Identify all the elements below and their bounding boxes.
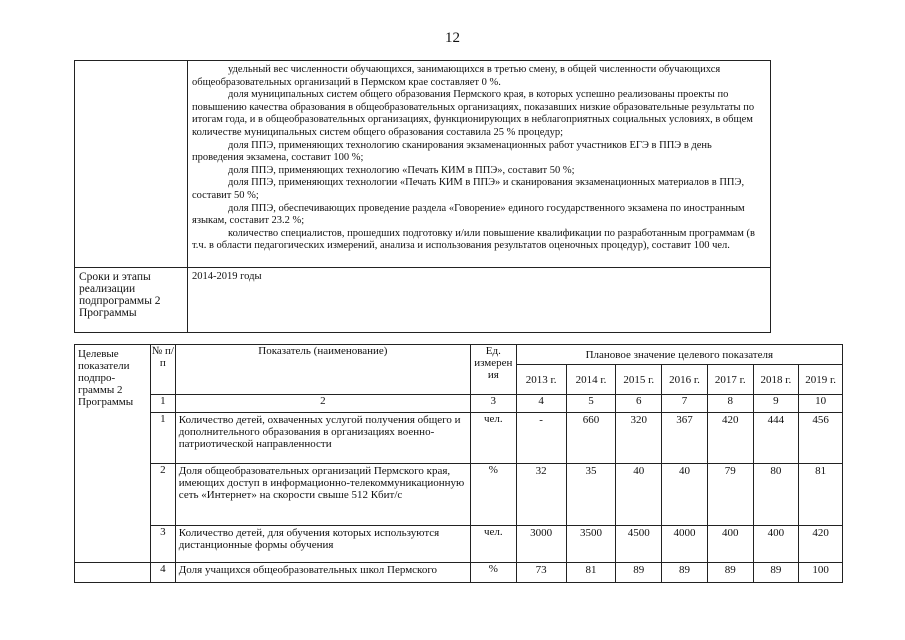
value-cell: 81 [799,464,843,526]
value-cell: 80 [753,464,799,526]
value-cell: 100 [799,563,843,583]
year-header: 2013 г. [516,365,566,395]
timeline-value: 2014-2019 годы [188,268,771,333]
index-cell: 3 [470,395,516,413]
value-cell: 40 [616,464,662,526]
year-header: 2014 г. [566,365,616,395]
indicators-results-row [75,61,771,268]
index-cell: 7 [662,395,708,413]
value-cell: 73 [516,563,566,583]
value-cell: 660 [566,413,616,464]
value-cell: 89 [662,563,708,583]
index-cell: 9 [753,395,799,413]
year-header: 2017 г. [707,365,753,395]
col-num-header: № п/п [150,345,175,395]
result-paragraph: удельный вес численности обучающихся, занимающихся в третью смену, в общей численности обучающихся общеобразовательных организаций в Пермском крае составляет 0 %. [192,64,721,88]
index-cell: 1 [150,395,175,413]
indicator-name: Доля учащихся общеобразовательных школ Пермского [175,563,470,583]
index-cell: 6 [616,395,662,413]
value-cell: 89 [753,563,799,583]
index-cell: 5 [566,395,616,413]
result-paragraph: количество специалистов, прошедших подготовку и/или повышение квалификации по разработанным программам (в т.ч. в области педагогических измерений, анализа и использования результатов оценочных процедур), составит 100 чел. [192,227,755,252]
value-cell: 367 [662,413,708,464]
result-paragraph: доля ППЭ, применяющих технологии «Печать КИМ в ППЭ» и сканирования экзаменационных материалов в ППЭ, составит 50 %; [192,177,745,201]
row-number: 4 [150,563,175,583]
page-number: 12 [445,30,460,46]
value-cell: 456 [799,413,843,464]
value-cell: 81 [566,563,616,583]
value-cell: 444 [753,413,799,464]
unit-cell: % [470,563,516,583]
index-cell: 2 [175,395,470,413]
header-row [75,345,843,365]
subprogram-passport-table [74,60,771,333]
result-paragraph: доля ППЭ, применяющих технологию сканирования экзаменационных работ участников ЕГЭ в ППЭ в день проведения экзамена, составит 100 %; [192,139,712,164]
index-cell: 8 [707,395,753,413]
value-cell: 35 [566,464,616,526]
value-cell: 400 [753,526,799,563]
value-cell: 89 [616,563,662,583]
timeline-row [75,268,771,333]
indicator-name: Количество детей, охваченных услугой получения общего и дополнительного образования в организациях военно-патриотической направленности [175,413,470,464]
value-cell: 420 [799,526,843,563]
col-indicator-header: Показатель (наименование) [175,345,470,395]
timeline-label: Сроки и этапы реализации подпрограммы 2 Программы [75,268,188,333]
value-cell: 89 [707,563,753,583]
index-cell: 4 [516,395,566,413]
target-indicators-table [74,344,843,583]
row-number: 3 [150,526,175,563]
value-cell: 3500 [566,526,616,563]
year-header: 2019 г. [799,365,843,395]
table-row [75,413,843,464]
value-cell: 3000 [516,526,566,563]
empty-label-cell [75,61,188,268]
index-cell: 10 [799,395,843,413]
col-unit-header: Ед. измерен ия [470,345,516,395]
value-cell: 420 [707,413,753,464]
year-header: 2015 г. [616,365,662,395]
value-cell: 400 [707,526,753,563]
index-row [75,395,843,413]
value-cell: 320 [616,413,662,464]
indicator-name: Доля общеобразовательных организаций Пермского края, имеющих доступ в информационно-телекоммуникационную сеть «Интернет» на скорости свыше 512 Кбит/с [175,464,470,526]
year-header: 2016 г. [662,365,708,395]
unit-cell: чел. [470,526,516,563]
value-cell: 32 [516,464,566,526]
unit-cell: чел. [470,413,516,464]
section-label: Целевые показатели подпро-граммы 2 Программы [75,345,151,563]
table-row [75,563,843,583]
value-cell: 79 [707,464,753,526]
row-number: 1 [150,413,175,464]
value-cell: 4000 [662,526,708,563]
table-row [75,526,843,563]
year-header: 2018 г. [753,365,799,395]
value-cell: 40 [662,464,708,526]
row-number: 2 [150,464,175,526]
unit-cell: % [470,464,516,526]
section-label-continuation [75,563,151,583]
col-planned-header: Плановое значение целевого показателя [516,345,842,365]
result-paragraph: доля ППЭ, обеспечивающих проведение раздела «Говорение» единого государственного экзамена по иностранным языкам, составит 23.2 %; [192,202,745,227]
table-row [75,464,843,526]
indicator-name: Количество детей, для обучения которых используются дистанционные формы обучения [175,526,470,563]
expected-results-cell [188,61,771,268]
value-cell: 4500 [616,526,662,563]
result-paragraph: доля муниципальных систем общего образования Пермского края, в которых успешно реализованы проекты по повышению качества образования в общеобразовательных организациях, показавших низкие образовательные результаты по итогам года, и в общеобразовательных организациях, функционирующих в неблагоприятных социальных условиях, в общем количестве муниципальных систем общего образования составила 25 % процедур; [192,89,755,138]
value-cell: - [516,413,566,464]
result-paragraph: доля ППЭ, применяющих технологию «Печать КИМ в ППЭ», составит 50 %; [228,164,575,176]
